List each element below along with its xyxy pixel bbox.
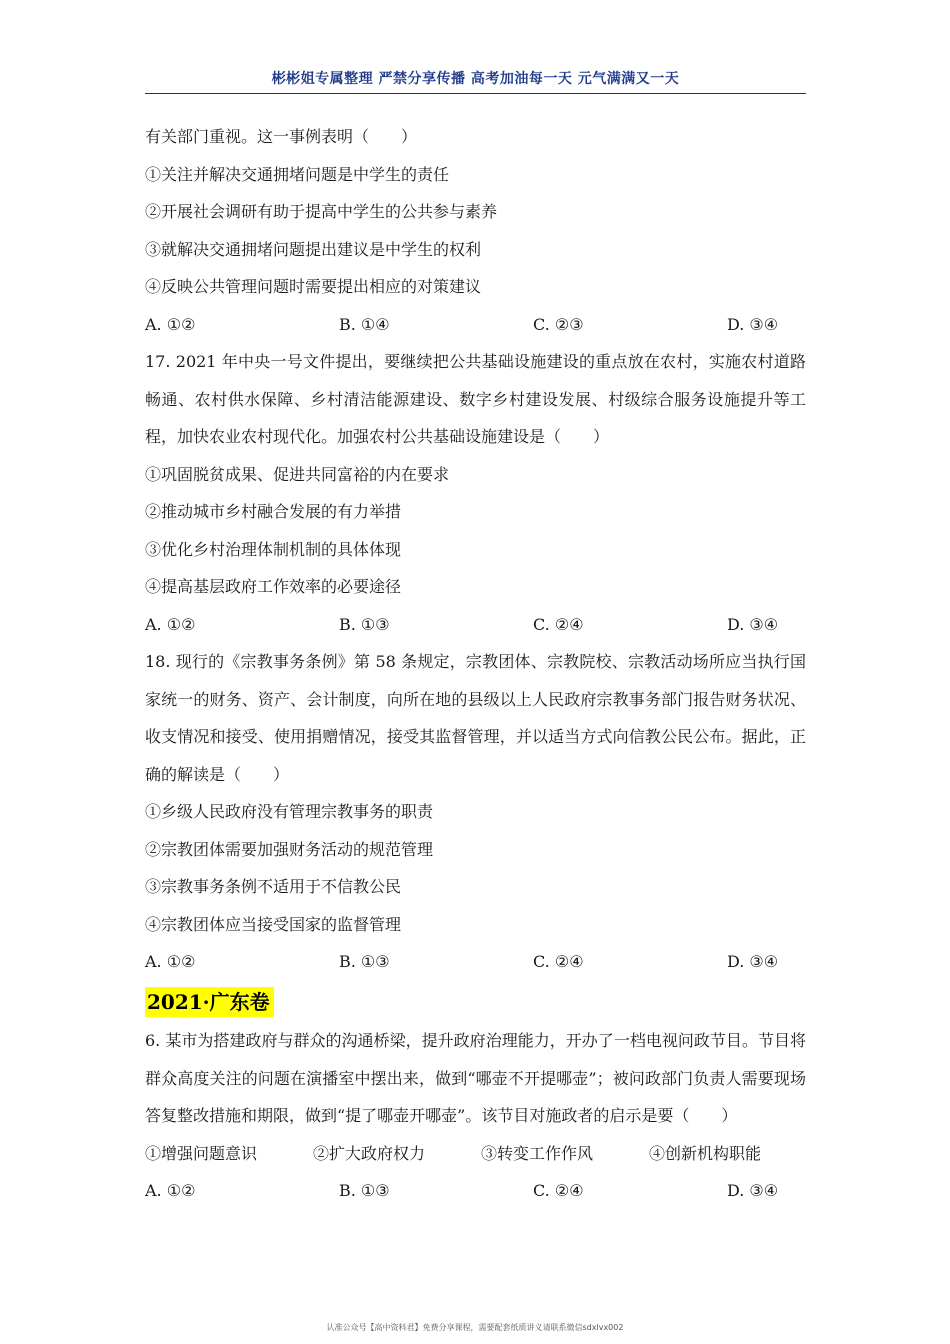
option-c: C. ②④ xyxy=(533,614,584,634)
answer-options xyxy=(145,606,806,644)
question-stem: 有关部门重视。这一事例表明（ ） xyxy=(145,127,418,146)
option-c: C. ②③ xyxy=(533,314,584,334)
option-c: C. ②④ xyxy=(533,1181,584,1200)
option-b: B. ①③ xyxy=(339,952,390,971)
statement-item: ②推动城市乡村融合发展的有力举措 xyxy=(145,502,402,521)
option-c: C. ②④ xyxy=(533,952,584,971)
statement-item: ④提高基层政府工作效率的必要途径 xyxy=(145,577,402,596)
statement-item: ④宗教团体应当接受国家的监督管理 xyxy=(145,914,402,934)
statement-item: ①增强问题意识 xyxy=(145,1143,258,1163)
option-a: A. ①② xyxy=(145,614,196,634)
header-divider xyxy=(145,93,806,94)
statement-item: ①关注并解决交通拥堵问题是中学生的责任 xyxy=(145,164,450,184)
option-d: D. ③④ xyxy=(727,314,779,334)
answer-options xyxy=(145,306,806,344)
question-17 xyxy=(145,343,806,643)
statement-items xyxy=(145,1135,806,1173)
statement-item: ③转变工作作风 xyxy=(481,1143,594,1163)
question-stem: 18. 现行的《宗教事务条例》第 58 条规定，宗教团体、宗教院校、宗教活动场所应当执行国家统一的财务、资产、会计制度，向所在地的县级以上人民政府宗教事务部门报告财务状况、收支情况和接受、使用捐赠情况，接受其监督管理，并以适当方式向信教公民公布。据此，正确的解读是（ ） xyxy=(145,652,806,784)
section-heading xyxy=(145,981,806,1023)
option-b: B. ①④ xyxy=(339,314,390,334)
answer-options xyxy=(145,1172,806,1210)
option-b: B. ①③ xyxy=(339,1181,390,1200)
option-d: D. ③④ xyxy=(727,1181,779,1200)
question-stem: 17. 2021 年中央一号文件提出，要继续把公共基础设施建设的重点放在农村，实施农村道路畅通、农村供水保障、乡村清洁能源建设、数字乡村建设发展、村级综合服务设施提升等工程，加快农业农村现代化。加强农村公共基础设施建设是（ ） xyxy=(145,352,806,446)
question-16 xyxy=(145,118,806,343)
page-header: 彬彬姐专属整理 严禁分享传播 高考加油每一天 元气满满又一天 xyxy=(271,71,680,87)
option-d: D. ③④ xyxy=(727,952,779,971)
page-footer: 认准公众号【高中资料君】免费分享课程，需要配套纸质讲义请联系微信sdxlvx002 xyxy=(326,1323,624,1332)
option-a: A. ①② xyxy=(145,1181,196,1200)
statement-item: ③优化乡村治理体制机制的具体体现 xyxy=(145,539,402,559)
statement-item: ③就解决交通拥堵问题提出建议是中学生的权利 xyxy=(145,239,482,259)
option-a: A. ①② xyxy=(145,952,196,971)
statement-item: ④反映公共管理问题时需要提出相应的对策建议 xyxy=(145,277,482,296)
option-a: A. ①② xyxy=(145,314,196,334)
question-stem: 6. 某市为搭建政府与群众的沟通桥梁，提升政府治理能力，开办了一档电视问政节目。节目将群众高度关注的问题在演播室中摆出来，做到“哪壶不开提哪壶”；被问政部门负责人需要现场答复整改措施和期限，做到“提了哪壶开哪壶”。该节目对施政者的启示是要（ ） xyxy=(145,1031,806,1125)
statement-item: ③宗教事务条例不适用于不信教公民 xyxy=(145,877,402,896)
question-6 xyxy=(145,1022,806,1210)
option-b: B. ①③ xyxy=(339,614,390,634)
statement-item: ②宗教团体需要加强财务活动的规范管理 xyxy=(145,839,434,859)
statement-item: ①巩固脱贫成果、促进共同富裕的内在要求 xyxy=(145,464,450,484)
statement-item: ④创新机构职能 xyxy=(649,1143,762,1163)
statement-item: ②扩大政府权力 xyxy=(313,1143,426,1163)
section-title: 2021·广东卷 xyxy=(145,987,274,1017)
statement-item: ②开展社会调研有助于提高中学生的公共参与素养 xyxy=(145,202,498,221)
statement-item: ①乡级人民政府没有管理宗教事务的职责 xyxy=(145,802,434,821)
question-18 xyxy=(145,643,806,981)
answer-options xyxy=(145,943,806,981)
option-d: D. ③④ xyxy=(727,614,779,634)
page-content xyxy=(145,118,806,1210)
